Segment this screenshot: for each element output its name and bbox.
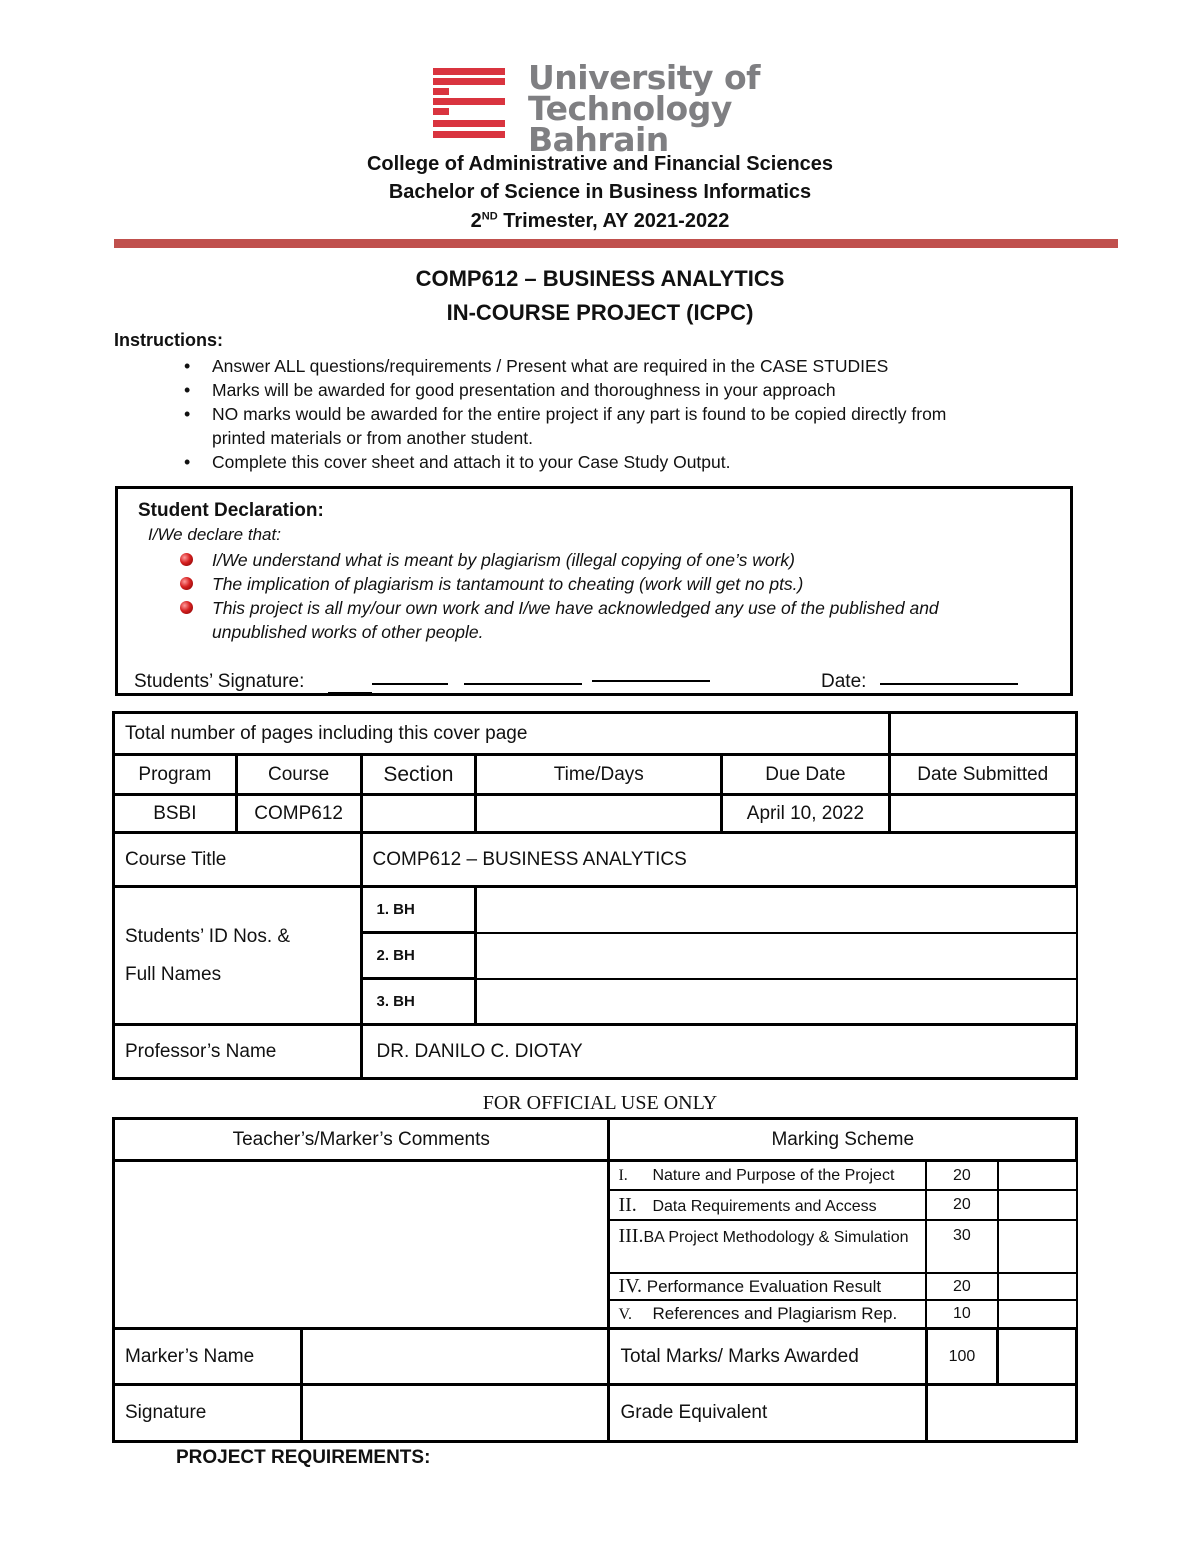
marker-signature-cell[interactable] (301, 1385, 609, 1442)
comments-cell[interactable] (114, 1161, 609, 1329)
course-title-label: Course Title (114, 833, 362, 887)
header-course: Course (236, 755, 361, 795)
date-label: Date: (821, 671, 867, 692)
program-name: Bachelor of Science in Business Informatics (388, 181, 812, 203)
student-name-2-cell[interactable] (476, 933, 1077, 979)
date-line[interactable] (880, 683, 1018, 685)
scheme-item: I. Nature and Purpose of the Project (609, 1161, 926, 1190)
scheme-points: 20 (926, 1273, 998, 1300)
course-title-heading: COMP612 – BUSINESS ANALYTICS (415, 266, 785, 291)
header-time-days: Time/Days (476, 755, 722, 795)
grade-equivalent-cell[interactable] (926, 1385, 1076, 1442)
student-id-1: 1. BH (361, 887, 476, 933)
scheme-score-cell[interactable] (998, 1190, 1077, 1220)
scheme-score-cell[interactable] (998, 1300, 1077, 1328)
professor-label: Professor’s Name (114, 1025, 362, 1079)
declaration-item: This project is all my/our own work and I/we have acknowledged any use of the published and unpublished works of other people. (180, 596, 970, 644)
table-row (114, 795, 1077, 833)
scheme-points: 20 (926, 1161, 998, 1190)
marks-awarded-cell[interactable] (998, 1328, 1077, 1385)
table-row (114, 1328, 1077, 1385)
marking-scheme-header: Marking Scheme (609, 1119, 1077, 1161)
instructions-list (184, 354, 1004, 474)
declaration-intro: I/We declare that: (148, 525, 281, 544)
declaration-item: I/We understand what is meant by plagiarism (illegal copying of one’s work) (180, 548, 980, 572)
list-item: • Marks will be awarded for good presentation and thoroughness in your approach (184, 378, 1004, 402)
table-row (114, 1385, 1077, 1442)
red-bullet-icon (180, 577, 193, 590)
time-days-value-cell[interactable] (476, 795, 722, 833)
scheme-points: 10 (926, 1300, 998, 1328)
course-info-table (112, 711, 1078, 1080)
table-row (114, 1119, 1077, 1161)
total-marks-value: 100 (926, 1328, 998, 1385)
scheme-item: V. References and Plagiarism Rep. (609, 1300, 926, 1328)
grade-equivalent-label: Grade Equivalent (609, 1385, 926, 1442)
signature-line[interactable] (328, 692, 372, 694)
due-date-value: April 10, 2022 (722, 795, 889, 833)
table-row (114, 755, 1077, 795)
signature-line[interactable] (592, 680, 710, 682)
professor-value: DR. DANILO C. DIOTAY (361, 1025, 1077, 1079)
scheme-points: 30 (926, 1220, 998, 1272)
header-date-submitted: Date Submitted (889, 755, 1076, 795)
marker-name-cell[interactable] (301, 1328, 609, 1385)
scheme-points: 20 (926, 1190, 998, 1220)
university-logo-mark-icon (433, 68, 505, 140)
table-row (114, 713, 1077, 755)
pages-label: Total number of pages including this cover page (114, 713, 890, 755)
date-submitted-value-cell[interactable] (889, 795, 1076, 833)
students-label: Students’ ID Nos. & Full Names (114, 887, 362, 1025)
declaration-title: Student Declaration: (138, 500, 324, 521)
scheme-score-cell[interactable] (998, 1273, 1077, 1300)
pages-value-cell[interactable] (889, 713, 1076, 755)
red-bullet-icon (180, 601, 193, 614)
college-name: College of Administrative and Financial Sciences (366, 153, 834, 175)
list-item: • Complete this cover sheet and attach it to your Case Study Output. (184, 450, 1004, 474)
red-bullet-icon (180, 553, 193, 566)
instructions-heading: Instructions: (114, 330, 224, 350)
table-row (114, 1161, 1077, 1190)
section-value-cell[interactable] (361, 795, 476, 833)
total-marks-label: Total Marks/ Marks Awarded (609, 1328, 926, 1385)
marking-table (112, 1117, 1078, 1443)
header-due-date: Due Date (722, 755, 889, 795)
university-logo-text: University of Technology Bahrain (528, 58, 761, 159)
scheme-score-cell[interactable] (998, 1220, 1077, 1272)
signature-row-label: Signature (114, 1385, 302, 1442)
header-section: Section (361, 755, 476, 795)
comments-header: Teacher’s/Marker’s Comments (114, 1119, 609, 1161)
marker-name-label: Marker’s Name (114, 1328, 302, 1385)
scheme-item: IV. Performance Evaluation Result (609, 1273, 926, 1300)
list-item: • Answer ALL questions/requirements / Present what are required in the CASE STUDIES (184, 354, 1004, 378)
project-type-heading: IN-COURSE PROJECT (ICPC) (446, 300, 754, 325)
program-value: BSBI (114, 795, 237, 833)
signature-line[interactable] (372, 683, 448, 685)
scheme-score-cell[interactable] (998, 1161, 1077, 1190)
list-item: • NO marks would be awarded for the entire project if any part is found to be copied directly from printed materials or from another student. (184, 402, 972, 450)
student-id-2: 2. BH (361, 933, 476, 979)
student-name-3-cell[interactable] (476, 979, 1077, 1025)
signature-line[interactable] (464, 683, 582, 685)
official-use-heading: FOR OFFICIAL USE ONLY (482, 1092, 718, 1114)
table-row (114, 887, 1077, 933)
course-value: COMP612 (236, 795, 361, 833)
project-requirements-heading: PROJECT REQUIREMENTS: (176, 1447, 431, 1468)
scheme-item: II. Data Requirements and Access (609, 1190, 926, 1220)
course-title-value: COMP612 – BUSINESS ANALYTICS (361, 833, 1077, 887)
scheme-item: III.BA Project Methodology & Simulation (609, 1220, 926, 1272)
header-divider (114, 239, 1118, 248)
term-line: 2ND Trimester, AY 2021-2022 (470, 210, 730, 232)
table-row (114, 833, 1077, 887)
declaration-item: The implication of plagiarism is tantamount to cheating (work will get no pts.) (180, 572, 980, 596)
student-id-3: 3. BH (361, 979, 476, 1025)
header-program: Program (114, 755, 237, 795)
signature-label: Students’ Signature: (134, 671, 305, 692)
table-row (114, 1025, 1077, 1079)
student-name-1-cell[interactable] (476, 887, 1077, 933)
